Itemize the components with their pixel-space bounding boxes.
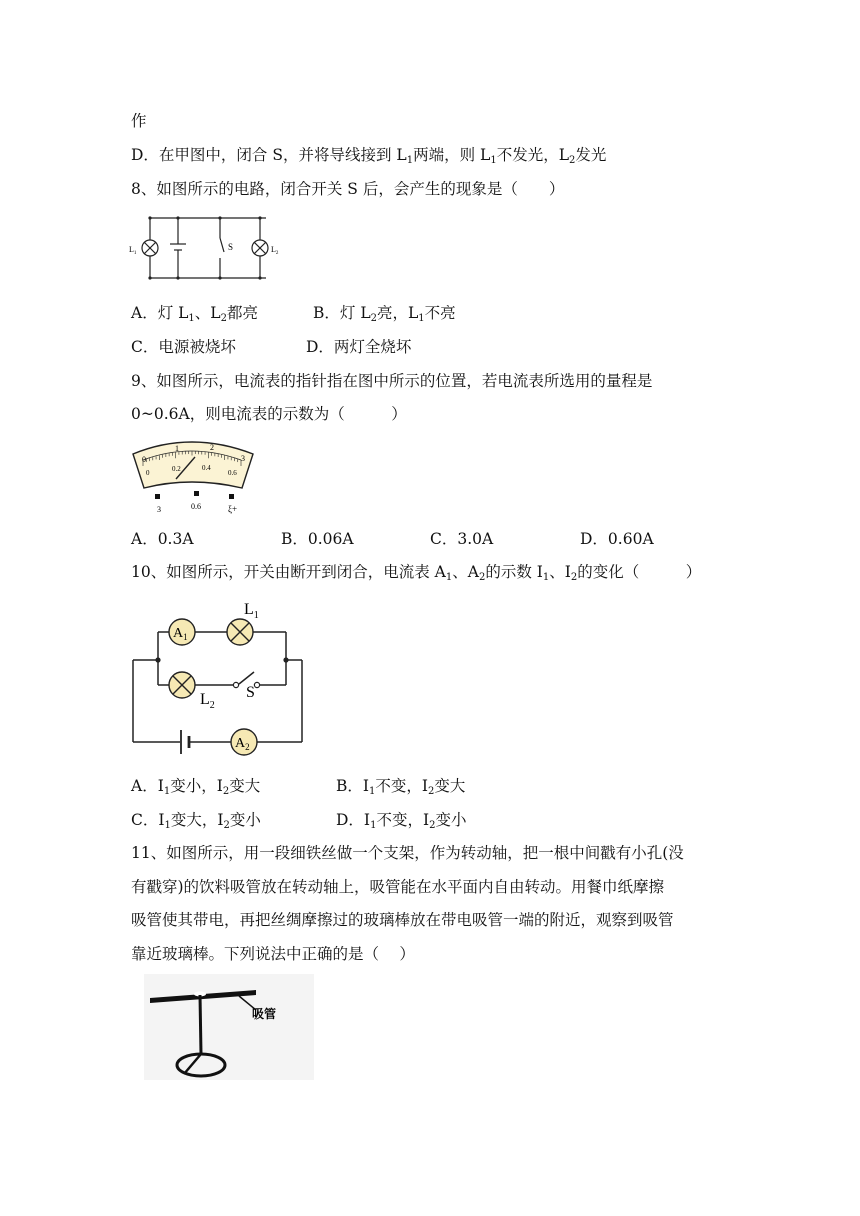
fig9-top-tick-2: 2 [210, 443, 214, 452]
fig9-ammeter [129, 436, 259, 518]
fig9-terminal-0.6 [194, 491, 199, 496]
q8-option-b: B．灯 $L_2$亮，$L_1$不亮 [313, 304, 456, 324]
question-11-line-1: 11、如图所示，用一段细铁丝做一个支架，作为转动轴，把一根中间戳有小孔(没 [131, 844, 684, 862]
question-9-line-2: 0~0.6A，则电流表的示数为（ ） [131, 405, 407, 423]
q9-option-d: D．0.60A [580, 530, 654, 548]
fig9-terminal-label-0.6: 0.6 [191, 502, 201, 511]
question-9-line-1: 9、如图所示，电流表的指针指在图中所示的位置，若电流表所选用的量程是 [131, 372, 653, 390]
fig9-bottom-tick-3: 0.6 [228, 469, 237, 477]
fig9-terminal-plus [229, 494, 234, 499]
fig8-circuit [128, 212, 288, 287]
option-d-previous: D．在甲图中，闭合 S，并将导线接到 $L_1$两端，则 $L_1$不发光，$L_2$发光 [131, 146, 607, 166]
fig10-circuit [128, 592, 313, 752]
q8-option-a: A．灯 $L_1$、$L_2$都亮 [131, 304, 258, 324]
q8-option-c: C．电源被烧坏 [131, 338, 236, 356]
fig9-top-tick-3: 3 [241, 454, 245, 463]
q10-option-a: A．$I_1$变小，$I_2$变大 [131, 777, 261, 797]
question-10: 10、如图所示，开关由断开到闭合，电流表 $A_1$、$A_2$的示数 $I_1$、$I_2$的变化（ ） [131, 563, 702, 583]
fig10-l1-label: $L_1$ [244, 601, 259, 621]
fig8-l1-label: $L_1$ [129, 245, 137, 256]
fig9-bottom-tick-2: 0.4 [202, 464, 211, 472]
text-line-continuation: 作 [131, 112, 147, 130]
fig9-terminal-label-3: 3 [157, 505, 161, 514]
fig9-terminal-label-plus: ξ+ [228, 504, 238, 514]
q9-option-a: A．0.3A [131, 530, 194, 548]
q8-option-d: D．两灯全烧坏 [306, 338, 412, 356]
question-11-line-3: 吸管使其带电，再把丝绸摩擦过的玻璃棒放在带电吸管一端的附近，观察到吸管 [131, 911, 674, 929]
q10-option-d: D．$I_1$不变，$I_2$变小 [336, 811, 467, 831]
fig8-l2-label: $L_2$ [271, 245, 279, 256]
fig9-top-tick-1: 1 [175, 444, 179, 453]
q10-option-b: B．$I_1$不变，$I_2$变大 [336, 777, 466, 797]
fig9-top-tick-0: 0 [142, 455, 146, 464]
question-11-line-4: 靠近玻璃棒。下列说法中正确的是（ ） [131, 945, 415, 963]
fig10-s-label: S [246, 684, 255, 701]
fig8-s-label: S [228, 242, 234, 252]
fig11-straw-label: 吸管 [252, 1007, 277, 1021]
q9-option-c: C．3.0A [430, 530, 494, 548]
question-8: 8、如图所示的电路，闭合开关 S 后，会产生的现象是（ ） [131, 180, 565, 198]
question-11-line-2: 有戳穿)的饮料吸管放在转动轴上，吸管能在水平面内自由转动。用餐巾纸摩擦 [131, 878, 665, 896]
q9-option-b: B．0.06A [281, 530, 354, 548]
fig11-straw-stand [144, 974, 314, 1080]
fig9-terminal-3 [155, 494, 160, 499]
fig9-bottom-tick-1: 0.2 [172, 465, 181, 473]
fig10-a1-label: $A_1$ [173, 626, 188, 642]
q10-option-c: C．$I_1$变大，$I_2$变小 [131, 811, 261, 831]
fig9-bottom-tick-0: 0 [146, 469, 150, 477]
fig10-a2-label: $A_2$ [235, 736, 250, 752]
fig10-l2-label: $L_2$ [200, 691, 215, 711]
